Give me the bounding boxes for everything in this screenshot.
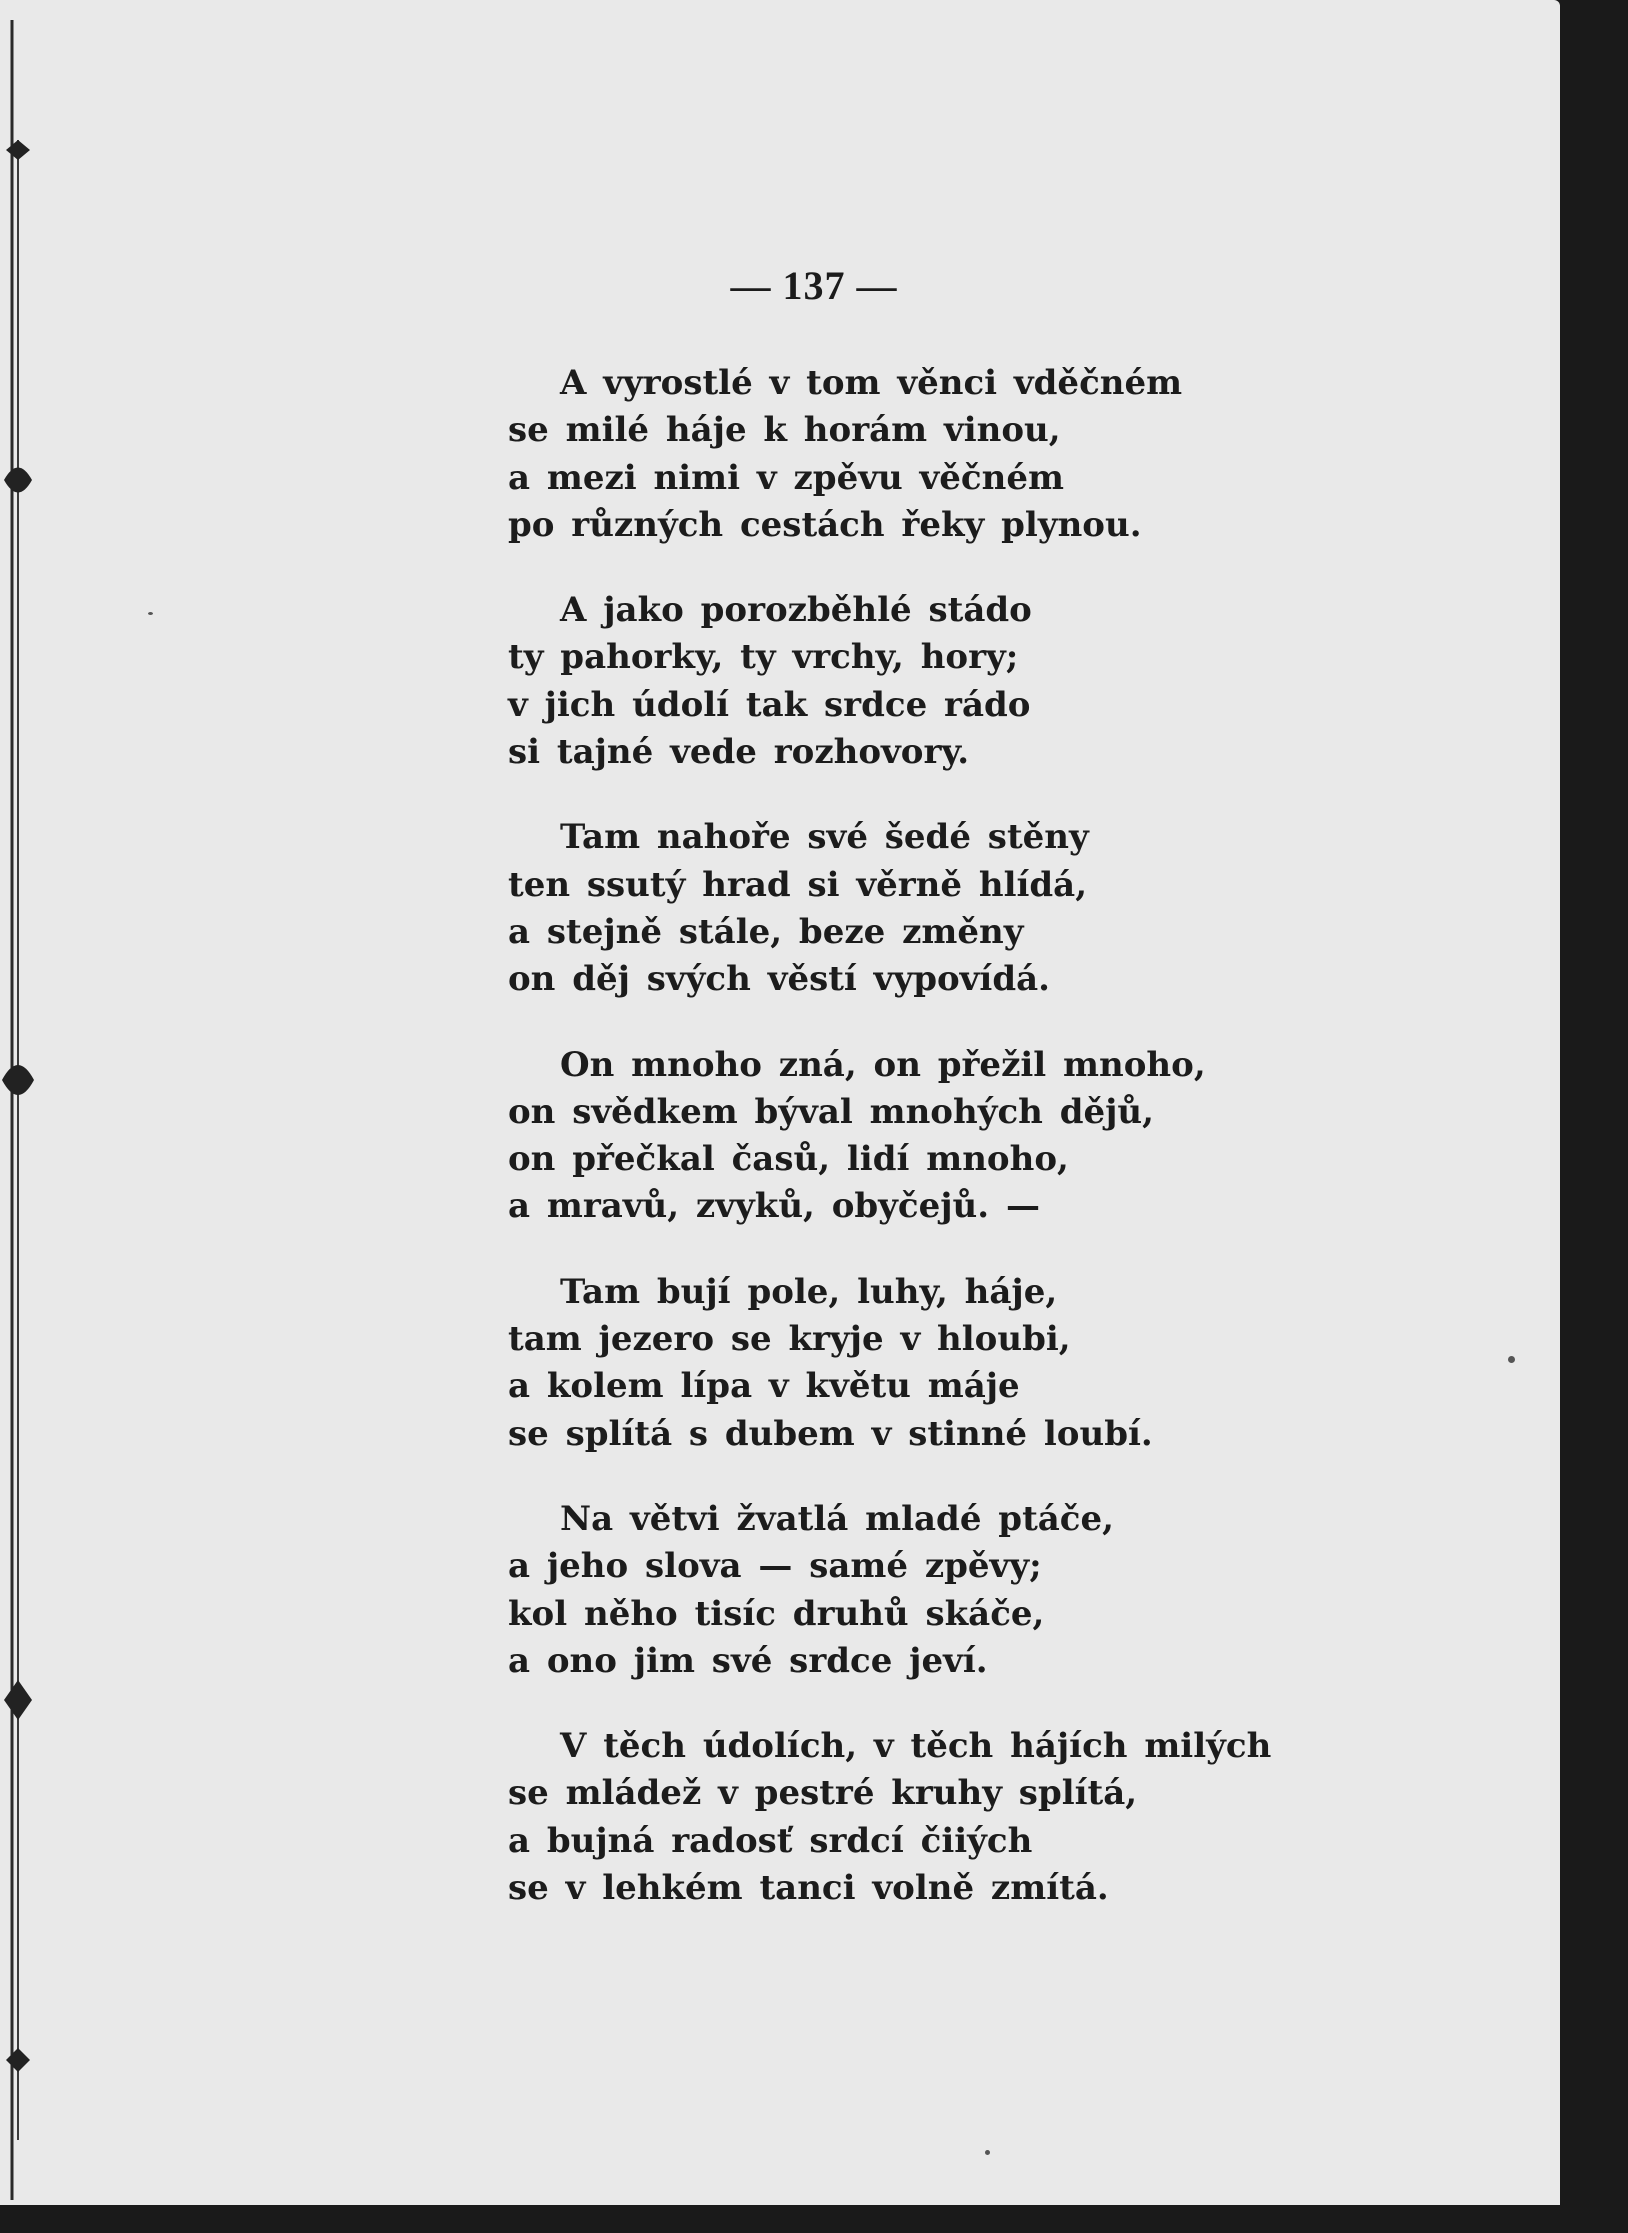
verse-line: po různých cestách řeky plynou. <box>508 504 1142 545</box>
verse-line: v jich údolí tak srdce rádo <box>508 684 1031 725</box>
verse-line: A jako porozběhlé stádo <box>560 590 1032 631</box>
verse-line: on přečkal časů, lidí mnoho, <box>508 1139 1069 1180</box>
verse-line: a ono jim své srdce jeví. <box>508 1640 988 1681</box>
verse-line: Tam bují pole, luhy, háje, <box>560 1271 1058 1312</box>
verse-line: A vyrostlé v tom věnci vděčném <box>560 363 1183 403</box>
scan-border-bottom <box>0 2205 1628 2233</box>
verse-line: tam jezero se kryje v hloubi, <box>508 1319 1071 1360</box>
verse-line: a bujná radosť srdcí čiiých <box>508 1820 1033 1861</box>
verse-line: On mnoho zná, on přežil mnoho, <box>560 1044 1206 1085</box>
verse-line: Tam nahoře své šedé stěny <box>560 817 1089 858</box>
stanza <box>508 587 1271 776</box>
stanza <box>508 1269 1271 1458</box>
stanza <box>508 1496 1271 1685</box>
verse-line: a stejně stále, beze změny <box>508 911 1024 952</box>
verse-line: a kolem lípa v květu máje <box>508 1366 1020 1407</box>
verse-line: on svědkem býval mnohých dějů, <box>508 1091 1154 1132</box>
verse-line: si tajné vede rozhovory. <box>508 732 970 773</box>
stanza <box>508 1723 1271 1912</box>
stanza <box>508 1042 1271 1231</box>
verse-line: Na větvi žvatlá mladé ptáče, <box>560 1498 1114 1539</box>
verse-line: a mezi nimi v zpěvu věčném <box>508 457 1064 498</box>
scan-speck <box>1508 1356 1515 1363</box>
verse-line: V těch údolích, v těch hájích milých <box>560 1726 1272 1767</box>
poem <box>508 360 1271 1950</box>
verse-line: a mravů, zvyků, obyčejů. — <box>508 1186 1040 1227</box>
scan-speck <box>148 612 153 615</box>
verse-line: ty pahorky, ty vrchy, hory; <box>508 637 1019 678</box>
stanza <box>508 814 1271 1003</box>
binding-ornament <box>0 0 40 2233</box>
verse-line: ten ssutý hrad si věrně hlídá, <box>508 864 1088 905</box>
stanza <box>508 360 1271 549</box>
verse-line: a jeho slova — samé zpěvy; <box>508 1546 1042 1587</box>
scan-border-right <box>1560 0 1628 2233</box>
verse-line: se v lehkém tanci volně zmítá. <box>508 1868 1109 1909</box>
verse-line: se milé háje k horám vinou, <box>508 410 1061 451</box>
verse-line: se mládež v pestré kruhy splítá, <box>508 1773 1138 1814</box>
verse-line: on děj svých věstí vypovídá. <box>508 959 1050 1000</box>
scan-speck <box>985 2150 990 2155</box>
verse-line: kol něho tisíc druhů skáče, <box>508 1593 1045 1634</box>
page-number: — 137 — <box>730 263 898 308</box>
verse-line: se splítá s dubem v stinné loubí. <box>508 1413 1153 1454</box>
